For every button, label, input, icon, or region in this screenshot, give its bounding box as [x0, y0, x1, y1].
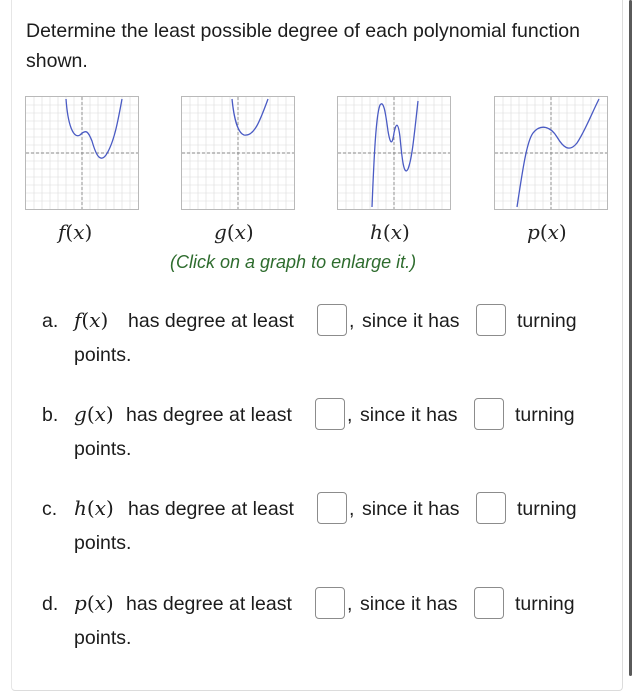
function-name: f(x) [74, 308, 109, 332]
degree-input[interactable] [315, 398, 345, 430]
points-text: points. [74, 344, 132, 366]
function-name: p(x) [74, 591, 114, 615]
graph-p-plot [495, 97, 607, 209]
turning-points-input[interactable] [476, 304, 506, 336]
points-text: points. [74, 438, 132, 460]
degree-input[interactable] [315, 587, 345, 619]
turning-text: turning [515, 593, 575, 615]
degree-input[interactable] [317, 492, 347, 524]
turning-points-input[interactable] [476, 492, 506, 524]
since-text: since it has [362, 310, 460, 332]
question-letter: a. [42, 310, 59, 332]
grid-lines [338, 97, 450, 209]
comma: , [349, 310, 355, 332]
degree-text: has degree at least [126, 404, 292, 426]
since-text: since it has [362, 498, 460, 520]
question-a [42, 304, 602, 370]
grid-lines [495, 97, 607, 209]
graph-p-label: p(x) [527, 220, 567, 244]
graph-h-plot [338, 97, 450, 209]
graph-h-curve [372, 101, 418, 207]
turning-points-input[interactable] [474, 587, 504, 619]
question-letter: c. [42, 498, 58, 520]
degree-input[interactable] [317, 304, 347, 336]
degree-text: has degree at least [126, 593, 292, 615]
grid-lines [26, 97, 138, 209]
grid-lines [182, 97, 294, 209]
graph-g-curve [232, 99, 268, 135]
function-name: h(x) [74, 496, 114, 520]
turning-points-input[interactable] [474, 398, 504, 430]
graph-p-thumbnail[interactable] [494, 96, 608, 210]
points-text: points. [74, 532, 132, 554]
comma: , [347, 404, 353, 426]
graph-h-thumbnail[interactable] [337, 96, 451, 210]
since-text: since it has [360, 404, 458, 426]
turning-text: turning [515, 404, 575, 426]
scrollbar[interactable] [629, 0, 632, 676]
comma: , [349, 498, 355, 520]
graph-g-thumbnail[interactable] [181, 96, 295, 210]
question-letter: b. [42, 404, 59, 426]
graph-f-label: f(x) [58, 220, 93, 244]
turning-text: turning [517, 310, 577, 332]
since-text: since it has [360, 593, 458, 615]
question-d [42, 587, 602, 653]
graph-f-thumbnail[interactable] [25, 96, 139, 210]
question-b [42, 398, 602, 464]
graph-f-curve [66, 99, 122, 158]
turning-text: turning [517, 498, 577, 520]
degree-text: has degree at least [128, 498, 294, 520]
question-c [42, 492, 602, 558]
graph-f-plot [26, 97, 138, 209]
function-name: g(x) [74, 402, 114, 426]
degree-text: has degree at least [128, 310, 294, 332]
points-text: points. [74, 627, 132, 649]
graph-g-plot [182, 97, 294, 209]
graph-h-label: h(x) [370, 220, 410, 244]
question-letter: d. [42, 593, 59, 615]
graph-g-label: g(x) [214, 220, 254, 244]
problem-prompt: Determine the least possible degree of each polynomial function shown. [26, 20, 580, 72]
comma: , [347, 593, 353, 615]
enlarge-hint: (Click on a graph to enlarge it.) [170, 252, 417, 272]
